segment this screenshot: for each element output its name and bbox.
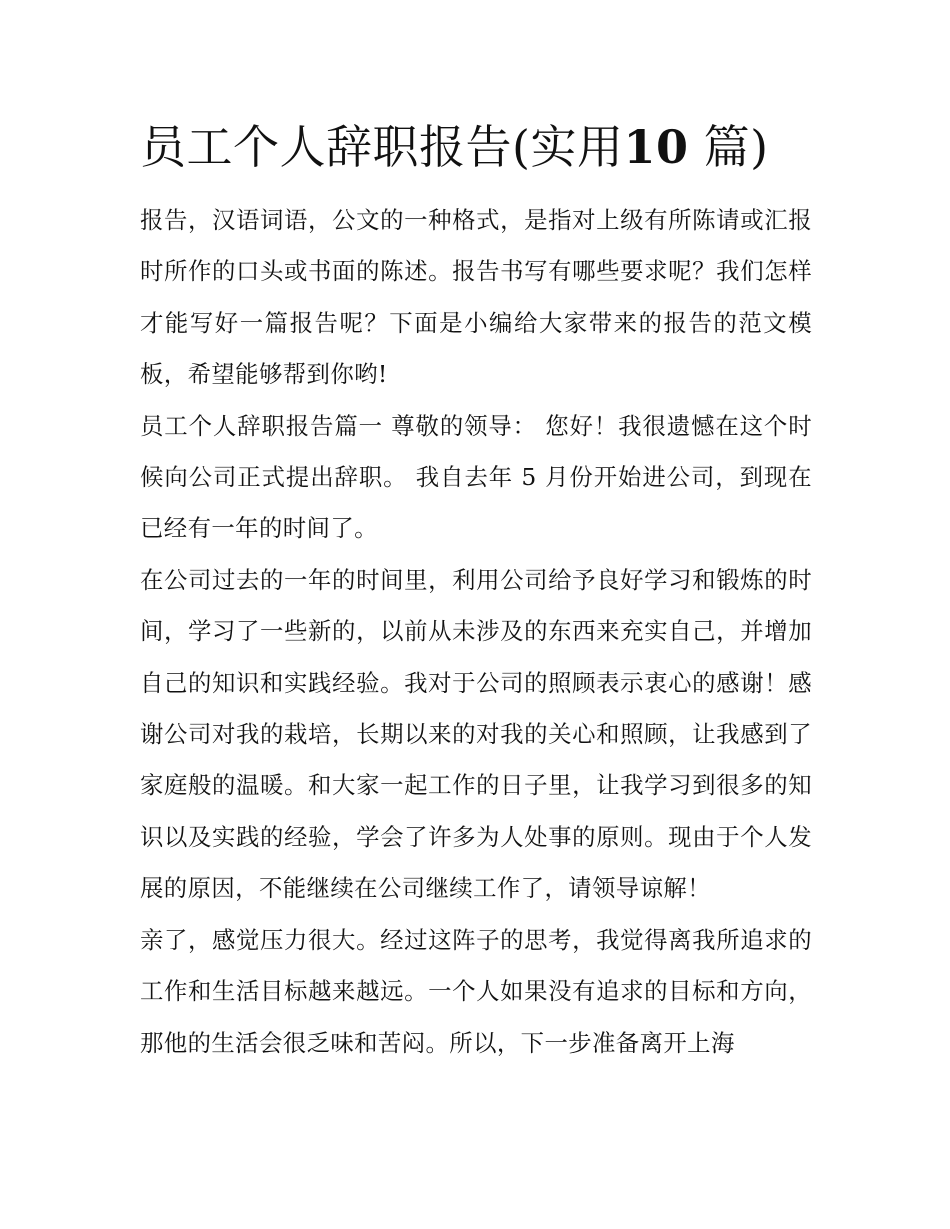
document-title <box>140 112 840 182</box>
salutation-paragraph: 员工个人辞职报告篇一 尊敬的领导： 您好！我很遗憾在这个时候向公司正式提出辞职。 我自去年 5 月份开始进公司，到现在已经有一年的时间了。 <box>140 411 812 543</box>
document-body <box>140 195 812 1069</box>
title-suffix: 篇) <box>688 120 769 174</box>
body-paragraph: 在公司过去的一年的时间里，利用公司给予良好学习和锻炼的时间，学习了一些新的，以前从未涉及的东西来充实自己，并增加自己的知识和实践经验。我对于公司的照顾表示衷心的感谢！感谢公司对我的栽培，长期以来的对我的关心和照顾，让我感到了家庭般的温暖。和大家一起工作的日子里，让我学习到很多的知识以及实践的经验，学会了许多为人处事的原则。现由于个人发展的原因，不能继续在公司继续工作了，请领导谅解！ <box>140 565 812 903</box>
title-prefix: 员工个人辞职报告(实用 <box>140 120 624 174</box>
title-number: 10 <box>623 120 689 174</box>
intro-paragraph: 报告，汉语词语，公文的一种格式，是指对上级有所陈请或汇报时所作的口头或书面的陈述。报告书写有哪些要求呢？我们怎样才能写好一篇报告呢？下面是小编给大家带来的报告的范文模板，希望能够帮到你哟! <box>140 206 812 389</box>
closing-paragraph: 亲了，感觉压力很大。经过这阵子的思考，我觉得离我所追求的工作和生活目标越来越远。一个人如果没有追求的目标和方向，那他的生活会很乏味和苦闷。所以，下一步准备离开上海 <box>140 925 812 1057</box>
